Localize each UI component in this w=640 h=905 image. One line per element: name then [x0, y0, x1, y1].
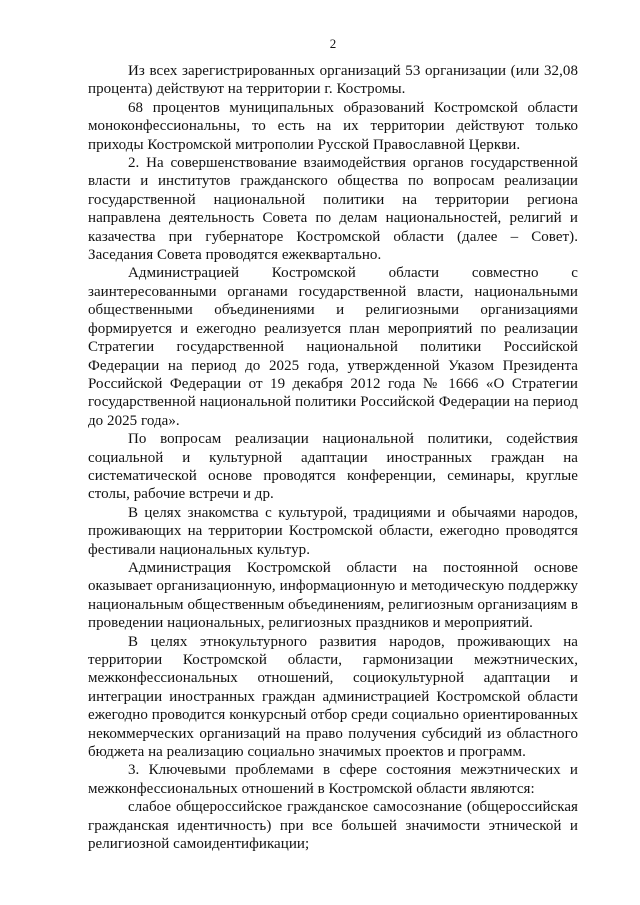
paragraph-council: 2. На совершенствование взаимодействия органов государственной власти и институтов гражданского общества по вопросам реализации государственной национальной политики на территории региона направлена деятельность Совета по делам национальностей, религий и казачества при губернаторе Костромской области (далее – Совет). Заседания Совета проводятся ежеквартально. — [88, 155, 578, 264]
paragraph-key-problems: 3. Ключевыми проблемами в сфере состояния межэтнических и межконфессиональных отношений в Костромской области являются: — [88, 762, 578, 797]
paragraph-monoconfessional: 68 процентов муниципальных образований Костромской области моноконфессиональны, то есть на их территории действуют только приходы Костромской митрополии Русской Православной Церкви. — [88, 99, 578, 153]
paragraph-festivals: В целях знакомства с культурой, традициями и обычаями народов, проживающих на территории Костромской области, ежегодно проводятся фестивали национальных культур. — [88, 504, 578, 558]
page-number: 2 — [329, 36, 337, 51]
paragraph-registered-organizations: Из всех зарегистрированных организаций 53 организации (или 32,08 процента) действуют на территории г. Костромы. — [88, 63, 578, 98]
paragraph-civic-identity: слабое общероссийское гражданское самосознание (общероссийская гражданская идентичность) при все большей значимости этнической и религиозной самоидентификации; — [88, 799, 578, 853]
paragraph-strategy-plan: Администрацией Костромской области совместно с заинтересованными органами государственной власти, национальными общественными объединениями и религиозными организациями формируется и ежегодно реализуется план мероприятий по реализации Стратегии государственной национальной политики Российской Федерации на период до 2025 года, утвержденной Указом Президента Российской Федерации от 19 декабря 2012 года № 1666 «О Стратегии государственной национальной политики Российской Федерации на период до 2025 года». — [88, 265, 578, 429]
document-page — [88, 36, 578, 853]
paragraph-grants: В целях этнокультурного развития народов, проживающих на территории Костромской области, гармонизации межэтнических, межконфессиональных отношений, социокультурной адаптации и интеграции иностранных граждан администрацией Костромской области ежегодно проводится конкурсный отбор среди социально ориентированных некоммерческих организаций на право получения субсидий из областного бюджета на реализацию социально значимых проектов и программ. — [88, 633, 578, 761]
paragraph-support: Администрация Костромской области на постоянной основе оказывает организационную, информационную и методическую поддержку национальным общественным объединениям, религиозным организациям в проведении национальных, религиозных праздников и мероприятий. — [88, 559, 578, 632]
paragraph-conferences: По вопросам реализации национальной политики, содействия социальной и культурной адаптации иностранных граждан на систематической основе проводятся конференции, семинары, круглые столы, рабочие встречи и др. — [88, 431, 578, 503]
